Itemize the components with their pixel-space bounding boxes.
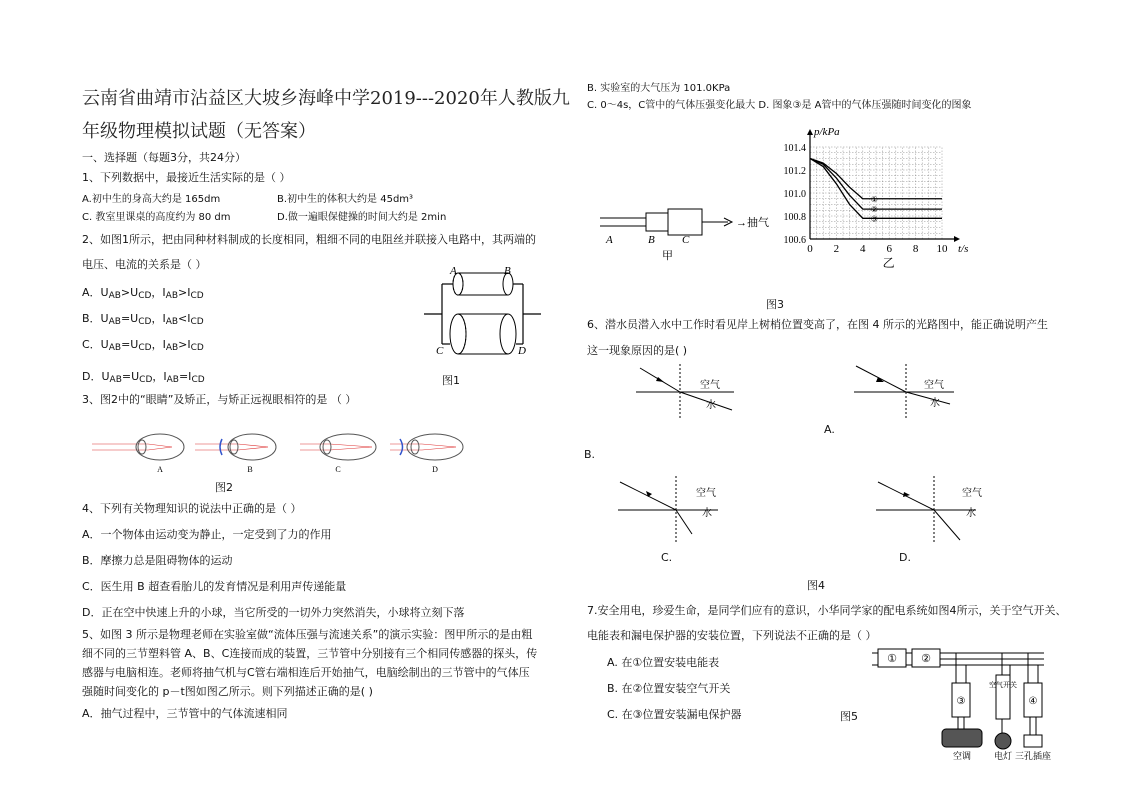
x-tick-label: 2	[833, 243, 840, 255]
x-axis-arrow	[954, 236, 960, 242]
q2-option-a: A．$U_{AB}>U_{CD}$，$I_{AB}>I_{CD}$	[82, 286, 204, 301]
q2-option-d: D．$U_{AB}=U_{CD}$，$I_{AB}=I_{CD}$	[82, 370, 205, 385]
figure-4-option-c	[616, 474, 721, 546]
x-tick-label: 8	[912, 243, 919, 255]
q6-stem-line2: 这一现象原因的是( )	[587, 344, 688, 357]
fig4a-water: 水	[706, 400, 716, 411]
q2-stem-line1: 2、如图1所示，把由同种材料制成的长度相同，粗细不同的电阻丝并联接入电路中，其两端的	[82, 233, 536, 246]
q7-option-c: C. 在③位置安装漏电保护器	[607, 708, 742, 721]
fig4-option-d-label: D.	[899, 551, 911, 564]
fig2-label-c: C	[335, 465, 341, 474]
fig5-device2: 电灯	[993, 751, 1013, 761]
y-tick-label: 100.8	[783, 212, 806, 223]
fig4d-air: 空气	[962, 488, 982, 499]
fig5-box1: ①	[887, 653, 897, 665]
q4-option-c: C．医生用 B 超查看胎儿的发育情况是利用声传递能量	[82, 580, 347, 593]
fig4-option-a-label: A.	[824, 423, 835, 436]
q5-stem-line4: 强随时间变化的 p－t图如图乙所示。则下列描述正确的是( )	[82, 685, 373, 698]
q1-option-b: B.初中生的体积大约是 45dm³	[277, 194, 414, 205]
figure-1-parallel-wires	[420, 262, 545, 367]
fig1-label-c: C	[436, 345, 444, 357]
figure-3-pressure-chart	[770, 125, 980, 270]
fig5-device1: 空调	[952, 751, 972, 761]
x-tick-label: 0	[807, 243, 813, 255]
fig3-right-name: 乙	[882, 256, 895, 270]
fig1-label-b: B	[504, 265, 511, 277]
q1-option-a: A.初中生的身高大约是 165dm	[82, 194, 221, 205]
q2-option-c: C．$U_{AB}=U_{CD}$，$I_{AB}>I_{CD}$	[82, 338, 204, 353]
series-label-2: ②	[870, 205, 878, 215]
q4-option-a: A．一个物体由运动变为静止，一定受到了力的作用	[82, 528, 332, 541]
pump-label: →抽气	[736, 217, 769, 229]
figure-5-caption: 图5	[840, 710, 858, 723]
q4-option-d: D．正在空中快速上升的小球，当它所受的一切外力突然消失，小球将立刻下落	[82, 606, 465, 619]
fig1-label-d: D	[518, 345, 526, 357]
q1-option-d: D.做一遍眼保健操的时间大约是 2min	[277, 212, 447, 223]
series-label-1: ①	[870, 194, 878, 204]
tube-label-b: B	[648, 234, 655, 246]
fig4a-air: 空气	[700, 380, 720, 391]
y-tick-label: 101.4	[783, 143, 806, 154]
q3-stem: 3、图2中的“眼睛”及矫正，与矫正远视眼相符的是 （ ）	[82, 393, 357, 406]
y-tick-label: 101.2	[783, 166, 806, 177]
fig3-left-name: 甲	[662, 250, 673, 262]
q7-stem-line1: 7.安全用电，珍爱生命，是同学们应有的意识，小华同学家的配电系统如图4所示，关于空气开关、	[587, 604, 1067, 617]
paper-title-line2: 年级物理模拟试题（无答案）	[82, 121, 316, 142]
fig2-label-a: A	[157, 465, 163, 474]
fig1-label-a: A	[450, 265, 457, 277]
q5-stem-line2: 细不同的三节塑料管 A、B、C连接而成的装置，三节管中分别接有三个相同传感器的探头，传	[82, 647, 538, 660]
section-heading: 一、选择题（每题3分，共24分）	[82, 151, 246, 164]
tube-label-a: A	[606, 234, 613, 246]
q7-option-b: B. 在②位置安装空气开关	[607, 682, 731, 695]
series-label-3: ③	[870, 214, 878, 224]
figure-3-caption: 图3	[766, 298, 784, 311]
x-tick-label: 6	[886, 243, 892, 255]
q1-option-c: C. 教室里课桌的高度约为 80 dm	[82, 212, 231, 223]
tube-label-c: C	[682, 234, 690, 246]
q5-option-a: A．抽气过程中，三节管中的气体流速相同	[82, 707, 288, 720]
fig2-label-b: B	[247, 465, 253, 474]
y-tick-label: 101.0	[783, 189, 806, 200]
fig4b-water: 水	[930, 398, 940, 409]
fig5-device3: 三孔插座	[1014, 751, 1052, 761]
paper-title-line1: 云南省曲靖市沾益区大坡乡海峰中学2019---2020年人教版九	[82, 88, 570, 109]
q5-stem-line1: 5、如图 3 所示是物理老师在实验室做“流体压强与流速关系”的演示实验：图甲所示的是由粗	[82, 628, 533, 641]
x-tick-label: 10	[936, 243, 948, 255]
fig2-label-d: D	[432, 465, 438, 474]
fig4-option-b-label: B.	[584, 448, 596, 461]
figure-1-caption: 图1	[442, 374, 460, 387]
y-axis-label: p/kPa	[814, 126, 840, 138]
fig4c-air: 空气	[696, 488, 716, 499]
fig5-box4: ④	[1028, 696, 1038, 707]
q4-stem: 4、下列有关物理知识的说法中正确的是（ ）	[82, 502, 302, 515]
q6-stem-line1: 6、潜水员潜入水中工作时看见岸上树梢位置变高了，在图 4 所示的光路图中，能正确说明产生	[587, 318, 1048, 331]
figure-4-option-a	[636, 362, 736, 420]
fig4c-water: 水	[702, 508, 712, 519]
figure-5-distribution-system	[872, 645, 1056, 763]
q5-option-b: B. 实验室的大气压为 101.0KPa	[587, 83, 731, 94]
figure-2-eyes	[90, 428, 460, 476]
q2-stem-line2: 电压、电流的关系是（ ）	[82, 258, 207, 271]
q2-option-b: B．$U_{AB}=U_{CD}$，$I_{AB}<I_{CD}$	[82, 312, 204, 327]
x-axis-label: t/s	[958, 243, 969, 255]
figure-3-tube-apparatus	[598, 205, 773, 265]
fig5-box3: ③	[956, 696, 966, 707]
figure-4-option-d	[874, 474, 982, 546]
q5-stem-line3: 感器与电脑相连。老师将抽气机与C管右端相连后开始抽气，电脑绘制出的三节管中的气体压	[82, 666, 530, 679]
fig4-option-c-label: C.	[661, 551, 673, 564]
fig4d-water: 水	[966, 508, 976, 519]
fig5-switch-char1: 空气开关	[989, 681, 1017, 689]
q4-option-b: B．摩擦力总是阻碍物体的运动	[82, 554, 233, 567]
y-tick-label: 100.6	[783, 235, 806, 246]
q7-option-a: A. 在①位置安装电能表	[607, 656, 720, 669]
figure-4-option-b	[854, 362, 959, 420]
y-axis-arrow	[807, 129, 813, 135]
q5-option-c-d: C. 0～4s，C管中的气体压强变化最大 D. 图象③是 A管中的气体压强随时间变化的图象	[587, 100, 972, 111]
q1-stem: 1、下列数据中，最接近生活实际的是（ ）	[82, 171, 291, 184]
fig5-box2: ②	[921, 653, 931, 665]
x-tick-label: 4	[860, 243, 866, 255]
figure-4-caption: 图4	[807, 579, 825, 592]
fig4b-air: 空气	[924, 380, 944, 391]
figure-2-caption: 图2	[215, 481, 233, 494]
q7-stem-line2: 电能表和漏电保护器的安装位置，下列说法不正确的是（ ）	[587, 629, 877, 642]
